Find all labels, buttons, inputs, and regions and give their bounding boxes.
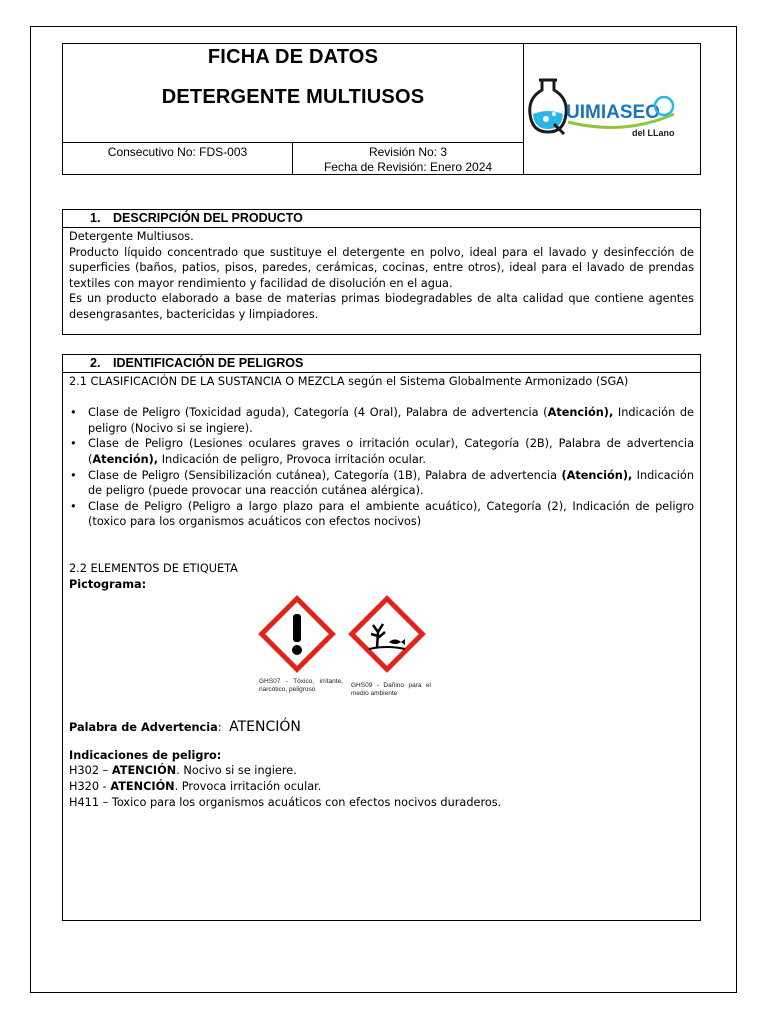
logo-subtext: del LLano xyxy=(632,128,675,138)
pictogram-caption: GHS07 - Tóxico, irritante, narcótico, peligroso xyxy=(259,678,343,693)
spacer xyxy=(69,390,694,406)
revision-number: Revisión No: 3 xyxy=(368,145,448,159)
section-number: 1. xyxy=(90,211,101,225)
pictogram-label: Pictograma: xyxy=(69,577,147,591)
exclamation-icon xyxy=(257,594,337,674)
bullet-emphasis: Atención), xyxy=(547,406,614,420)
section-product-description xyxy=(62,209,701,335)
bullet-icon: • xyxy=(70,468,77,482)
bullet-emphasis: Atención), xyxy=(92,452,159,466)
hazard-emphasis: ATENCIÓN xyxy=(111,764,177,778)
section-title: DESCRIPCIÓN DEL PRODUCTO xyxy=(113,211,303,225)
list-item xyxy=(69,436,694,467)
company-logo xyxy=(524,44,700,174)
spacer xyxy=(69,530,694,561)
environment-icon xyxy=(347,594,427,674)
document-title: FICHA DE DATOS xyxy=(207,46,379,68)
list-item xyxy=(69,405,694,436)
bullet-icon: • xyxy=(70,406,77,420)
section-hazard-identification xyxy=(62,354,701,921)
signal-word-colon: : xyxy=(217,721,226,735)
hazard-code: H302 – xyxy=(69,764,112,778)
product-composition: Es un producto elaborado a base de materias primas biodegradables de alta calidad que contiene agentes desengrasantes, bactericidas y limpiadores. xyxy=(69,292,694,321)
logo-graphic xyxy=(524,44,700,174)
classification-heading: 2.1 CLASIFICACIÓN DE LA SUSTANCIA O MEZCLA según el Sistema Globalmente Armonizado (SGA) xyxy=(69,375,629,388)
hazard-text: . Provoca irritación ocular. xyxy=(174,779,322,793)
hazard-statement xyxy=(69,763,694,779)
hazard-statement xyxy=(69,779,694,795)
list-item xyxy=(69,468,694,499)
hazard-statement xyxy=(69,795,694,811)
bullet-icon: • xyxy=(70,499,77,513)
hazard-class-list xyxy=(69,405,694,530)
section-body xyxy=(63,373,700,810)
consecutive-number-text: Consecutivo No: FDS-003 xyxy=(107,145,248,159)
revision-info xyxy=(293,143,524,174)
bullet-icon: • xyxy=(70,437,77,451)
product-description: Producto líquido concentrado que sustituye el detergente en polvo, ideal para el lavado y desinfección de superficies (baños, patios, pisos, paredes, cerámicas, cocinas, entre otros), ideal para el lavado de prendas textiles con mayor rendimiento y facilidad de disolución en el agua. xyxy=(69,245,694,290)
document-header xyxy=(62,43,701,175)
bullet-text: Indicación de peligro (puede provocar una reacción cutánea alérgica). xyxy=(88,468,694,498)
hazard-code: H320 - xyxy=(69,779,111,793)
section-number: 2. xyxy=(90,356,101,370)
hazard-code: H411 – Toxico para los organismos acuáticos con efectos nocivos duraderos. xyxy=(69,795,502,809)
signal-word-label: Palabra de Advertencia xyxy=(69,721,218,735)
bullet-text: Clase de Peligro (Sensibilización cutánea), Categoría (1B), Palabra de advertencia xyxy=(88,468,562,482)
logo-wordmark: UIMIASEO xyxy=(566,102,660,123)
bullet-text: Clase de Peligro (Toxicidad aguda), Categoría (4 Oral), Palabra de advertencia ( xyxy=(88,406,548,420)
product-name-line: Detergente Multiusos. xyxy=(69,230,194,243)
pictograms xyxy=(69,592,694,720)
bullet-text: Indicación de peligro, Provoca irritación ocular. xyxy=(158,452,426,466)
hazard-emphasis: ATENCIÓN xyxy=(110,779,175,793)
list-item xyxy=(69,499,694,530)
hazard-statements-heading: Indicaciones de peligro: xyxy=(69,748,222,762)
revision-date: Fecha de Revisión: Enero 2024 xyxy=(323,160,493,174)
spacer xyxy=(69,736,694,748)
signal-word: ATENCIÓN xyxy=(229,719,301,736)
product-name: DETERGENTE MULTIUSOS xyxy=(161,86,425,108)
bullet-text: Clase de Peligro (Peligro a largo plazo para el ambiente acuático), Categoría (2), Indicación de peligro (toxico para los organismos acuáticos con efectos nocivos) xyxy=(88,499,694,529)
pictogram-caption: GHS09 - Dañino para el medio ambiente xyxy=(351,682,431,697)
label-elements-heading: 2.2 ELEMENTOS DE ETIQUETA xyxy=(69,561,238,575)
section-heading xyxy=(63,210,700,228)
title-cell xyxy=(63,44,524,143)
consecutive-number xyxy=(63,143,293,174)
section-title: IDENTIFICACIÓN DE PELIGROS xyxy=(113,356,304,370)
signal-word-line xyxy=(69,720,694,736)
hazard-text: . Nocivo si se ingiere. xyxy=(176,764,297,778)
section-body xyxy=(63,228,700,323)
bullet-text: Indicación de peligro (Nocivo si se ingiere). xyxy=(88,406,694,435)
section-heading xyxy=(63,355,700,373)
bullet-text: Clase de Peligro (Lesiones oculares graves o irritación ocular), Categoría (2B), Palabra de advertencia ( xyxy=(88,437,694,466)
bullet-emphasis: (Atención), xyxy=(561,468,633,482)
